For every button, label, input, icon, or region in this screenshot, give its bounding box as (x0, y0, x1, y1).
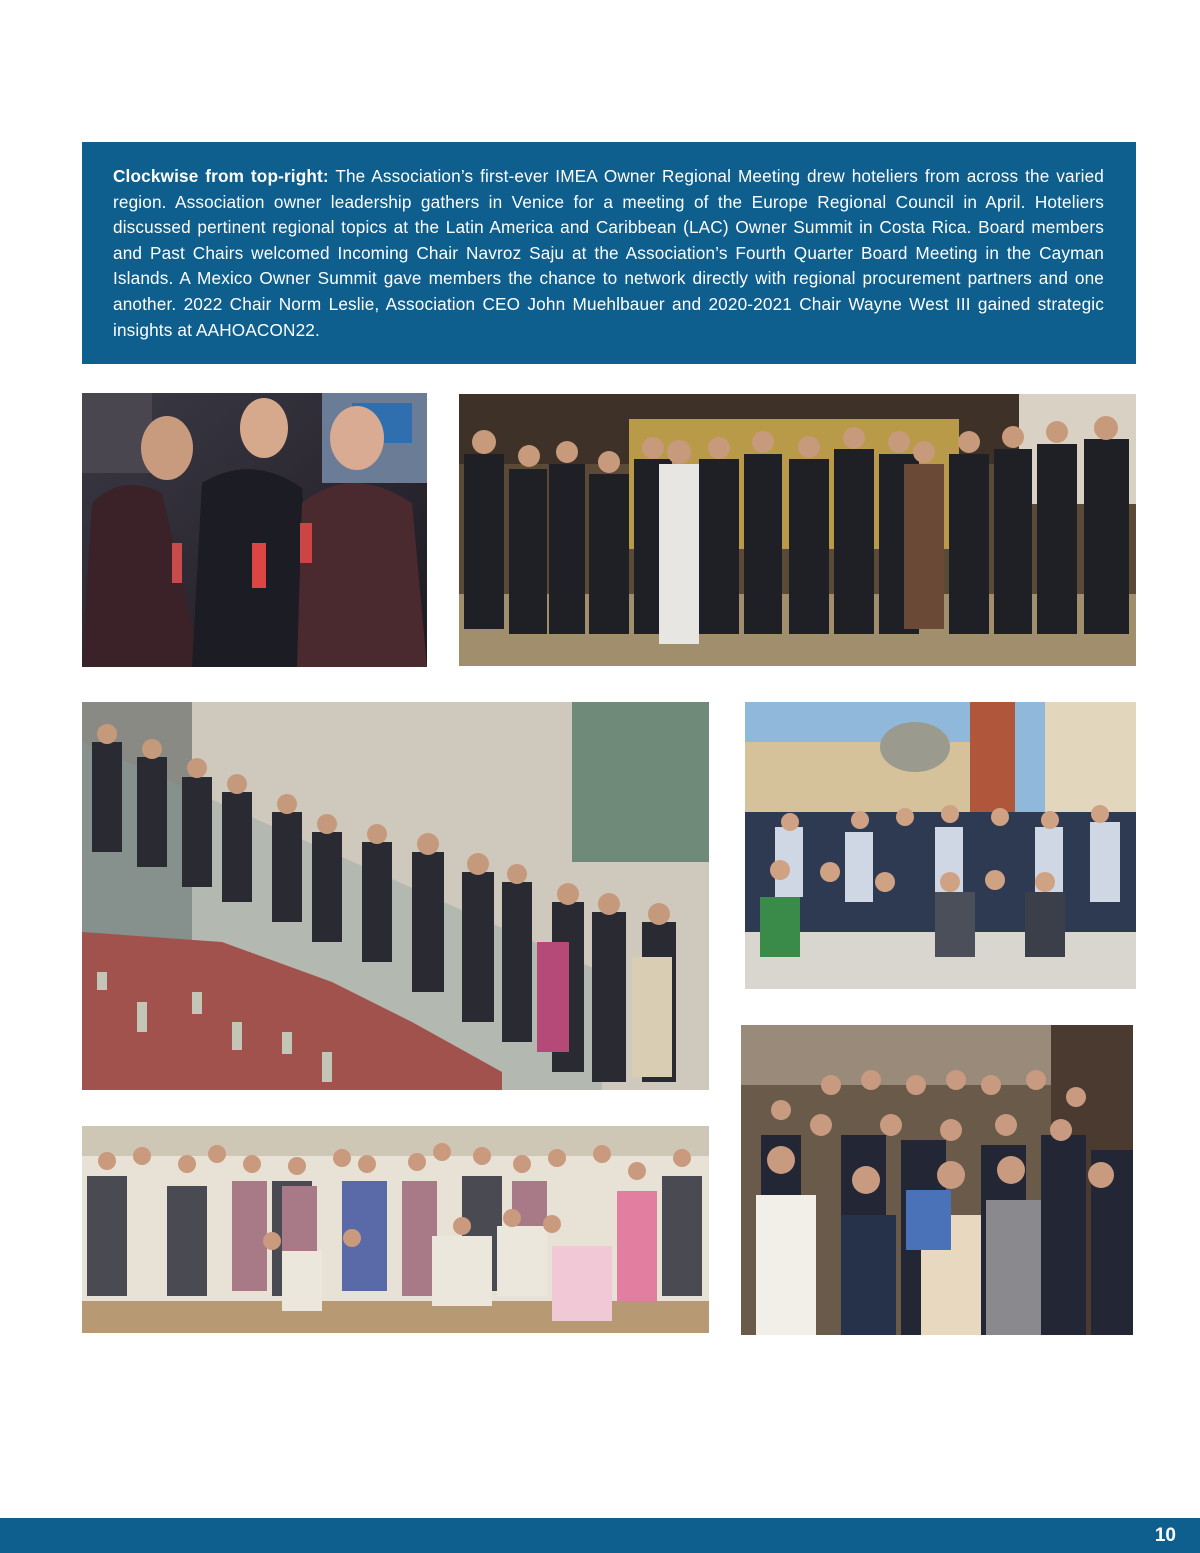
photo-venice-council (745, 702, 1136, 989)
photo-lac-summit (82, 702, 709, 1090)
photo-mexico-summit (741, 1025, 1133, 1335)
photo-board-group (82, 1126, 709, 1333)
caption-body: The Association’s first-ever IMEA Owner Regional Meeting drew hoteliers from across the varied region. Association owner leadership gathers in Venice for a meeting of the Europe Regional Council in April. Hoteliers discussed pertinent regional topics at the Latin America and Caribbean (LAC) Owner Summit in Costa Rica. Board members and Past Chairs welcomed Incoming Chair Navroz Saju at the Association’s Fourth Quarter Board Meeting in the Cayman Islands. A Mexico Owner Summit gave members the chance to network directly with regional procurement partners and one another. 2022 Chair Norm Leslie, Association CEO John Muehlbauer and 2020-2021 Chair Wayne West III gained strategic insights at AAHOACON22. (113, 166, 1104, 340)
page-number: 10 (1154, 1525, 1176, 1546)
caption-lead: Clockwise from top-right: (113, 166, 329, 186)
caption-text (113, 164, 1104, 343)
caption-box (82, 142, 1136, 364)
photo-imea-meeting (459, 394, 1136, 666)
photo-aahoacon-trio (82, 393, 427, 667)
footer-bar (0, 1518, 1200, 1553)
